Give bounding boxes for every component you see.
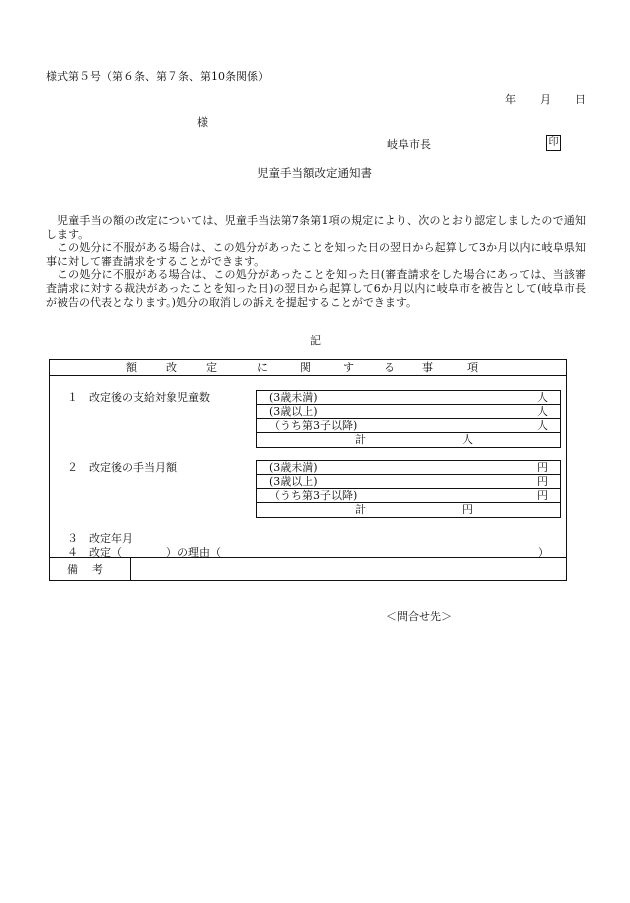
total-label: 計 [355,433,366,446]
row-label: （うち第3子以降) [269,419,358,432]
header-char: 関 [300,361,311,374]
row-unit: 円 [537,475,548,488]
item4-close-paren: ） [538,546,549,559]
header-char: る [384,361,395,374]
table-row [257,419,560,433]
header-char: に [257,361,268,374]
row-label: (3歳未満) [269,391,318,404]
ki-label: 記 [310,334,321,347]
table-row [257,489,560,503]
row-unit: 人 [537,391,548,404]
header-char: 項 [467,361,478,374]
header-char: 額 [126,361,137,374]
row-unit: 円 [537,489,548,502]
table-row [257,461,560,475]
row-label: (3歳以上) [269,405,318,418]
total-label: 計 [355,503,366,516]
monthly-amount-table [256,460,561,518]
document-title: 児童手当額改定通知書 [257,166,372,180]
item2-label: ２ 改定後の手当月額 [67,461,177,474]
header-char: 定 [206,361,217,374]
remarks-char: 備 [67,563,78,576]
revision-details-table [49,359,567,581]
paragraph-appeal: この処分に不服がある場合は、この処分があったことを知った日の翌日から起算して3か月以内に岐阜県知事に対して審査請求をすることができます。 [46,241,586,268]
item4-label: ４ 改定（ ）の理由（ [67,546,221,559]
remarks-row [50,557,566,580]
seal-mark: 印 [546,135,561,151]
total-row [257,433,560,447]
row-unit: 人 [537,419,548,432]
contact-heading: ＜問合せ先＞ [386,610,452,623]
remarks-char: 考 [92,563,103,576]
children-count-table [256,390,561,448]
table-row [257,405,560,419]
header-char: 改 [166,361,177,374]
paragraph-revision: 児童手当の額の改定については、児童手当法第7条第1項の規定により、次のとおり認定しましたので通知します。 [46,214,586,241]
row-unit: 円 [537,461,548,474]
total-unit: 円 [462,503,473,516]
row-label: （うち第3子以降) [269,489,358,502]
row-label: (3歳未満) [269,461,318,474]
row-unit: 人 [537,405,548,418]
addressee-suffix: 様 [197,116,208,129]
table-row [257,475,560,489]
header-char: す [343,361,354,374]
remarks-label [50,558,131,580]
total-unit: 人 [462,433,473,446]
item1-label: １ 改定後の支給対象児童数 [67,391,210,404]
table-header [50,360,566,376]
total-row [257,503,560,517]
row-label: (3歳以上) [269,475,318,488]
date-day: 日 [575,93,586,106]
item3-label: ３ 改定年月 [67,532,133,545]
notice-body [46,214,586,309]
date-year: 年 [505,93,516,106]
form-number: 様式第５号（第６条、第７条、第10条関係） [46,70,269,83]
issuer: 岐阜市長 [387,138,431,151]
paragraph-lawsuit: この処分に不服がある場合は、この処分があったことを知った日(審査請求をした場合にあっては、当該審査請求に対する裁決があったことを知った日)の翌日から起算して6か月以内に岐阜市を被告として(岐阜市長が被告の代表となります。)処分の取消しの訴えを提起することができます。 [46,268,586,309]
table-row [257,391,560,405]
header-char: 事 [422,361,433,374]
date-month: 月 [540,93,551,106]
